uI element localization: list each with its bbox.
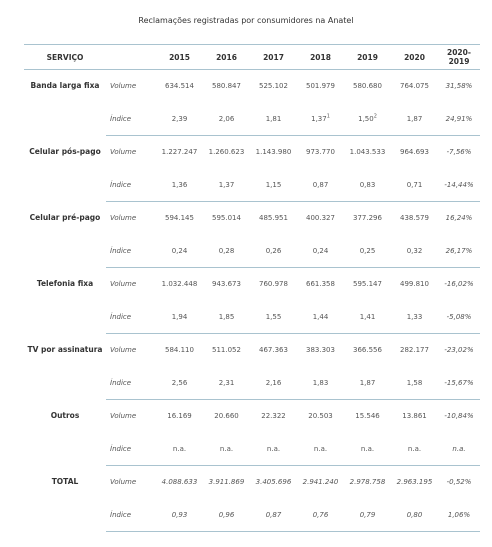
service-name: TV por assinatura [27,344,103,354]
index-cell [391,433,438,466]
cell-value: 1,83 [312,378,329,387]
index-cell [250,301,297,334]
metric-label: Volume [110,82,137,91]
variation-cell [438,235,480,268]
index-cell [391,235,438,268]
volume-cell: 1.143.980 [255,148,292,157]
cell-value: -15,67% [444,378,474,387]
variation-cell [438,499,480,532]
index-cell [344,103,391,136]
header-2019: 2019 [344,45,391,70]
table-title: Reclamações registradas por consumidores na Anatel [138,16,354,25]
cell-value: n.a. [219,444,234,453]
volume-cell: 499.810 [400,280,429,289]
cell-value: 1,06% [447,510,471,519]
cell-value: 1,94 [171,312,188,321]
header-servico: SERVIÇO [24,45,106,70]
metric-label: Índice [106,169,156,202]
table-row [24,268,480,301]
index-cell [344,433,391,466]
variation-cell: -23,02% [444,346,474,355]
index-cell [391,367,438,400]
variation-cell [438,103,480,136]
service-name: TOTAL [51,476,79,486]
cell-value: n.a. [452,444,466,453]
header-metric [106,45,156,70]
volume-cell: 20.660 [214,412,239,421]
index-cell [203,235,250,268]
metric-label: Volume [110,346,137,355]
service-name: Banda larga fixa [30,81,100,90]
index-cell [250,235,297,268]
volume-cell: 3.405.696 [255,478,292,487]
volume-cell: 501.979 [306,82,335,91]
index-cell [203,301,250,334]
variation-cell [438,433,480,466]
cell-value: 2,16 [265,378,282,387]
metric-label: Índice [106,235,156,268]
cell-value: 2,56 [171,378,188,387]
cell-value: 2,39 [171,114,188,123]
index-cell [203,169,250,202]
index-cell [203,499,250,532]
cell-value: 0,83 [359,180,376,189]
cell-value: 0,87 [265,510,282,519]
index-cell [156,301,203,334]
cell-value: 1,37 [218,180,235,189]
variation-cell: -10,84% [444,412,474,421]
index-cell [156,103,203,136]
cell-value: 1,50 [358,114,374,123]
cell-value: 0,71 [406,180,423,189]
index-cell [250,499,297,532]
header-2016: 2016 [203,45,250,70]
volume-cell: 943.673 [212,280,241,289]
volume-cell: 22.322 [261,412,286,421]
metric-label: Índice [106,301,156,334]
volume-cell: 16.169 [167,412,192,421]
cell-value: 1,37 [311,114,327,123]
cell-value: 0,87 [312,180,329,189]
volume-cell: 467.363 [259,346,288,355]
volume-cell: 400.327 [306,214,335,223]
variation-cell [438,367,480,400]
volume-cell: 3.911.869 [208,478,245,487]
header-2017: 2017 [250,45,297,70]
volume-cell: 366.556 [353,346,382,355]
index-cell [297,499,344,532]
volume-cell: 1.260.623 [208,148,245,157]
service-name: Telefonia fixa [36,278,94,288]
cell-value: 1,87 [359,378,376,387]
cell-value: 0,93 [171,510,188,519]
cell-value: 1,44 [312,312,329,321]
volume-cell: 584.110 [165,346,194,355]
cell-value: 0,26 [265,246,282,255]
variation-cell: -0,52% [446,478,472,487]
index-cell [156,499,203,532]
index-cell [156,433,203,466]
volume-cell: 511.052 [212,346,241,355]
variation-cell [438,169,480,202]
table-row [24,400,480,433]
index-cell [297,103,344,136]
cell-value: 2,31 [218,378,235,387]
metric-label: Volume [110,214,137,223]
cell-value: 0,32 [406,246,423,255]
service-name: Celular pós-pago [29,146,101,156]
cell-value: 0,76 [312,510,329,519]
cell-value: 1,15 [265,180,282,189]
cell-value: n.a. [266,444,281,453]
table-row [24,202,480,235]
header-row [24,45,480,70]
metric-label: Volume [110,412,137,421]
index-cell [156,367,203,400]
volume-cell: 525.102 [259,82,288,91]
index-cell [250,433,297,466]
volume-cell: 634.514 [165,82,194,91]
cell-value: 0,80 [406,510,423,519]
volume-cell: 661.358 [306,280,335,289]
table-row [24,136,480,169]
index-cell [344,301,391,334]
index-cell [297,235,344,268]
index-cell [391,499,438,532]
cell-value: 1,36 [171,180,188,189]
cell-value: 1,85 [218,312,235,321]
index-cell [250,103,297,136]
index-cell [391,103,438,136]
index-cell [297,367,344,400]
cell-value: 1,41 [359,312,376,321]
footnote-marker: 2 [373,113,377,120]
metric-label: Volume [110,280,137,289]
header-variation: 2020-2019 [438,45,480,70]
volume-cell: 13.861 [402,412,427,421]
volume-cell: 1.043.533 [349,148,386,157]
volume-cell: 1.032.448 [161,280,198,289]
volume-cell: 377.296 [353,214,382,223]
metric-label: Índice [106,103,156,136]
index-cell [297,169,344,202]
variation-cell [438,301,480,334]
cell-value: -14,44% [444,180,474,189]
table-body [24,70,480,532]
index-cell [344,499,391,532]
index-cell [203,103,250,136]
volume-cell: 580.680 [353,82,382,91]
volume-cell: 20.503 [308,412,333,421]
index-cell [203,433,250,466]
volume-cell: 4.088.633 [161,478,198,487]
index-cell [156,235,203,268]
cell-value: 1,33 [406,312,423,321]
footnote-marker: 1 [326,113,330,120]
volume-cell: 2.978.758 [349,478,386,487]
cell-value: n.a. [407,444,422,453]
variation-cell: -16,02% [444,280,474,289]
cell-value: -5,08% [446,312,472,321]
index-cell [391,169,438,202]
cell-value: 1,55 [265,312,282,321]
volume-cell: 760.978 [259,280,288,289]
index-cell [156,169,203,202]
index-cell [203,367,250,400]
cell-value: 0,28 [218,246,235,255]
metric-label: Volume [110,478,137,487]
metric-label: Índice [106,499,156,532]
index-cell [250,367,297,400]
index-cell [297,301,344,334]
volume-cell: 973.770 [306,148,335,157]
table-row [24,334,480,367]
cell-value: 2,06 [218,114,235,123]
volume-cell: 383.303 [306,346,335,355]
cell-value: n.a. [172,444,187,453]
metric-label: Índice [106,367,156,400]
variation-cell: -7,56% [446,148,472,157]
index-cell [250,169,297,202]
volume-cell: 485.951 [259,214,288,223]
service-name: Outros [50,410,80,420]
metric-label: Índice [106,433,156,466]
variation-cell: 31,58% [445,82,473,91]
table-row [24,466,480,499]
volume-cell: 580.847 [212,82,241,91]
index-cell [344,235,391,268]
cell-value: 0,79 [359,510,376,519]
volume-cell: 438.579 [400,214,429,223]
cell-value: 24,91% [445,114,473,123]
cell-value: 1,58 [406,378,423,387]
metric-label: Volume [110,148,137,157]
cell-value: 26,17% [445,246,473,255]
volume-cell: 595.014 [212,214,241,223]
cell-value: 1,81 [265,114,282,123]
volume-cell: 1.227.247 [161,148,198,157]
cell-value: 1,87 [406,114,423,123]
index-cell [344,169,391,202]
cell-value: 0,96 [218,510,235,519]
volume-cell: 595.147 [353,280,382,289]
cell-value: n.a. [313,444,328,453]
index-cell [391,301,438,334]
complaints-table [24,44,480,532]
header-2018: 2018 [297,45,344,70]
volume-cell: 15.546 [355,412,380,421]
cell-value: n.a. [360,444,375,453]
index-cell [297,433,344,466]
cell-value: 0,24 [171,246,188,255]
cell-value: 0,24 [312,246,329,255]
volume-cell: 594.145 [165,214,194,223]
volume-cell: 964.693 [400,148,429,157]
volume-cell: 282.177 [400,346,429,355]
volume-cell: 764.075 [400,82,429,91]
index-cell [344,367,391,400]
table-row [24,70,480,103]
volume-cell: 2.963.195 [396,478,433,487]
service-name: Celular pré-pago [29,212,101,222]
variation-cell: 16,24% [445,214,473,223]
cell-value: 0,25 [359,246,376,255]
header-2015: 2015 [156,45,203,70]
header-2020: 2020 [391,45,438,70]
volume-cell: 2.941.240 [302,478,339,487]
